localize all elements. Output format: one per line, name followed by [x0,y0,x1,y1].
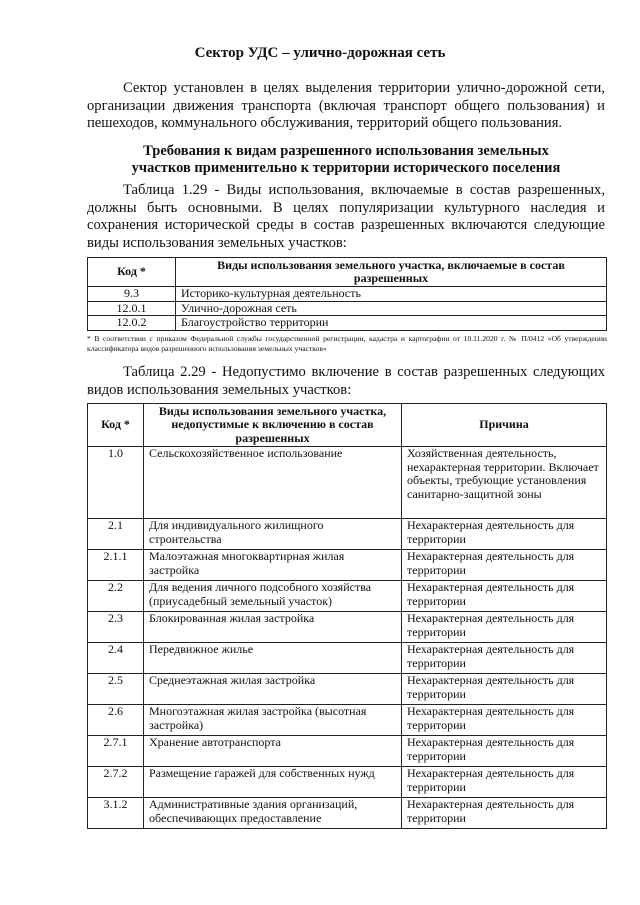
page-title: Сектор УДС – улично-дорожная сеть [194,45,446,61]
table2-cell-reason: Нехарактерная деятельность для территории [402,581,607,612]
table2-cell-reason: Нехарактерная деятельность для территории [402,674,607,705]
table2-header-reason: Причина [402,404,607,447]
table1-cell-use: Улично-дорожная сеть [176,301,607,316]
table1-cell-code: 12.0.1 [88,301,176,316]
table2-row [88,674,607,705]
table1-row [88,316,607,331]
table2-cell-code: 2.2 [88,581,144,612]
prohibited-uses-table [87,403,607,829]
table2-cell-use: Среднеэтажная жилая застройка [144,674,402,705]
table2-cell-reason: Хозяйственная деятельность, нехарактерная территории. Включает объекты, требующие установления санитарно-защитной зоны [402,447,607,519]
table1-caption-text: Таблица 1.29 - Виды использования, включаемые в состав разрешенных, должны быть основными. В целях популяризации культурного наследия и сохранения исторической среды в состав разрешенных включаются следующие виды использования земельных участков: [87,182,605,251]
section-heading [87,143,605,177]
table2-row [88,550,607,581]
footnote: * В соответствии с приказом Федеральной службы государственной регистрации, кадастра и картографии от 10.11.2020 г. № П/0412 «Об утверждении классификатора видов разрешенного использования земельных участков» [87,334,607,353]
table1-header-use: Виды использования земельного участка, включаемые в состав разрешенных [176,258,607,287]
table2-cell-code: 2.5 [88,674,144,705]
table2-row [88,581,607,612]
table2-row [88,767,607,798]
table2-header-use: Виды использования земельного участка, недопустимые к включению в состав разрешенных [144,404,402,447]
table2-cell-use: Многоэтажная жилая застройка (высотная застройка) [144,705,402,736]
table2-row [88,447,607,519]
table2-cell-reason: Нехарактерная деятельность для территории [402,736,607,767]
table2-cell-use: Административные здания организаций, обеспечивающих предоставление [144,798,402,829]
table1-cell-code: 9.3 [88,287,176,302]
table2-cell-use: Хранение автотранспорта [144,736,402,767]
table2-row [88,519,607,550]
table2-cell-reason: Нехарактерная деятельность для территории [402,519,607,550]
table2-caption-text: Таблица 2.29 - Недопустимо включение в состав разрешенных следующих видов использования земельных участков: [87,364,605,398]
table1-header-code: Код * [88,258,176,287]
table2-cell-code: 2.6 [88,705,144,736]
table2-cell-use: Для ведения личного подсобного хозяйства (приусадебный земельный участок) [144,581,402,612]
table2-cell-reason: Нехарактерная деятельность для территории [402,705,607,736]
table1-caption [87,182,605,252]
table1-cell-use: Историко-культурная деятельность [176,287,607,302]
intro-paragraph [87,80,605,133]
table2-header-code: Код * [88,404,144,447]
table2-cell-code: 2.7.2 [88,767,144,798]
table2-cell-reason: Нехарактерная деятельность для территории [402,550,607,581]
table2-cell-reason: Нехарактерная деятельность для территории [402,798,607,829]
table2-cell-reason: Нехарактерная деятельность для территории [402,643,607,674]
table2-cell-code: 3.1.2 [88,798,144,829]
table2-cell-use: Блокированная жилая застройка [144,612,402,643]
table2-row [88,612,607,643]
intro-text: Сектор установлен в целях выделения территории улично-дорожной сети, организации движения транспорта (включая транспорт общего пользования) и пешеходов, коммунального обслуживания, территорий общего пользования. [87,80,605,131]
table2-cell-code: 2.1 [88,519,144,550]
table2-cell-use: Передвижное жилье [144,643,402,674]
table1-cell-use: Благоустройство территории [176,316,607,331]
section-heading-line2: участков применительно к территории исторического поселения [131,160,561,176]
table2-cell-code: 2.4 [88,643,144,674]
table2-cell-reason: Нехарактерная деятельность для территории [402,767,607,798]
permitted-uses-table [87,257,607,331]
table2-cell-use: Для индивидуального жилищного строительства [144,519,402,550]
table2-row [88,798,607,829]
table2-caption [87,364,605,399]
table2-row [88,705,607,736]
table2-cell-code: 2.1.1 [88,550,144,581]
table1-row [88,301,607,316]
table1-cell-code: 12.0.2 [88,316,176,331]
table2-cell-code: 2.7.1 [88,736,144,767]
table2-row [88,643,607,674]
table2-cell-code: 2.3 [88,612,144,643]
table2-cell-use: Размещение гаражей для собственных нужд [144,767,402,798]
section-heading-line1: Требования к видам разрешенного использования земельных [143,143,549,159]
table2-row [88,736,607,767]
table2-cell-use: Сельскохозяйственное использование [144,447,402,519]
table2-cell-code: 1.0 [88,447,144,519]
table2-cell-use: Малоэтажная многоквартирная жилая застройка [144,550,402,581]
table1-row [88,287,607,302]
table2-cell-reason: Нехарактерная деятельность для территории [402,612,607,643]
